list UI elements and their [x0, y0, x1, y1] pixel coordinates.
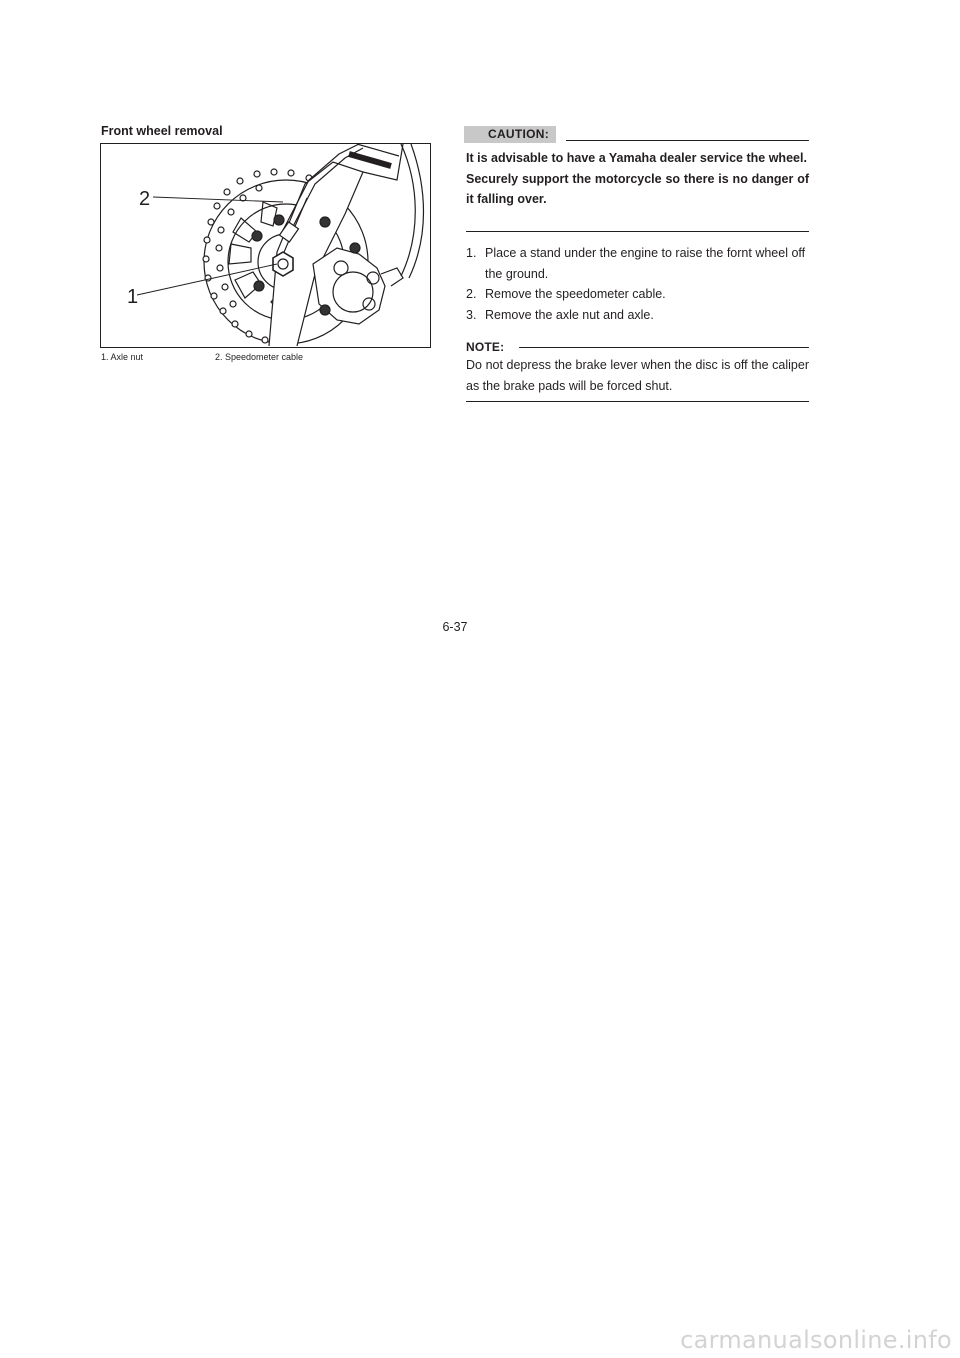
step-text: Place a stand under the engine to raise the fornt wheel off the ground.	[485, 246, 806, 281]
note-divider	[519, 347, 809, 348]
caution-divider	[566, 140, 809, 141]
step-item	[466, 305, 809, 326]
step-item	[466, 284, 809, 305]
note-end-rule	[466, 401, 809, 402]
front-wheel-illustration	[100, 143, 431, 348]
caution-line-1: It is advisable to have a Yamaha dealer service the wheel.	[466, 151, 807, 165]
step-text: Remove the axle nut and axle.	[485, 307, 654, 322]
watermark: carmanualsonline.info	[680, 1326, 952, 1354]
caption-speedometer-cable: 2. Speedometer cable	[215, 352, 304, 362]
caution-label: CAUTION:	[464, 126, 556, 143]
note-label: NOTE:	[466, 340, 505, 354]
step-item	[466, 243, 809, 284]
caution-line-2: Securely support the motorcycle so there is no danger of it falling over.	[466, 171, 809, 206]
caution-end-rule	[466, 231, 809, 232]
callout-2: 2	[139, 188, 151, 210]
caption-axle-nut: 1. Axle nut	[101, 352, 144, 362]
figure-title: Front wheel removal	[101, 124, 223, 138]
callout-1: 1	[127, 286, 139, 308]
page-number: 6-37	[442, 620, 468, 634]
step-number: 3.	[466, 307, 477, 322]
note-text: Do not depress the brake lever when the disc is off the caliper as the brake pads will be forced shut.	[466, 358, 809, 393]
step-number: 2.	[466, 287, 477, 301]
caution-text	[466, 148, 809, 210]
step-number: 1.	[466, 246, 477, 260]
procedure-steps	[466, 243, 809, 325]
step-text: Remove the speedometer cable.	[485, 287, 666, 301]
